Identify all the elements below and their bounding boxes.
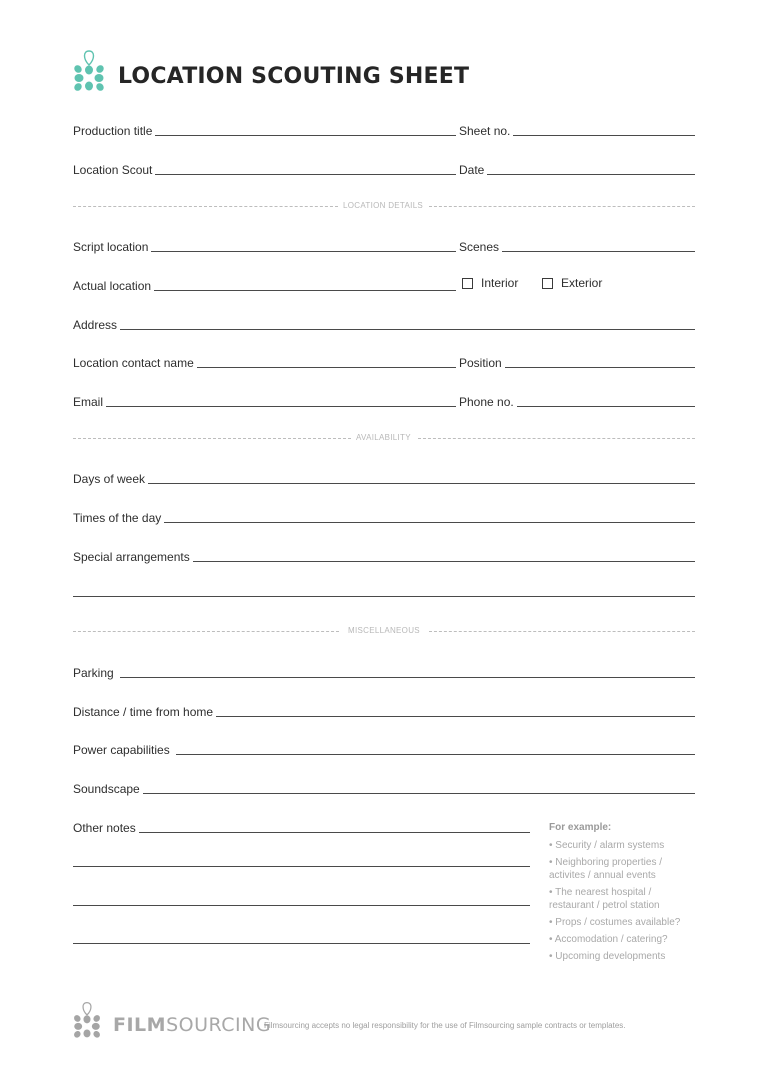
example-item: • Accomodation / catering? [549,934,668,945]
soundscape-label: Soundscape [73,782,140,796]
soundscape-line[interactable] [143,793,695,794]
date-line[interactable] [487,174,695,175]
interior-checkbox[interactable] [462,278,473,289]
location-contact-name-field[interactable] [73,350,456,370]
footer-brand-bold: FILM [113,1014,167,1036]
date-label: Date [459,163,485,177]
section-label-location-details: LOCATION DETAILS [343,201,424,210]
example-item: • Neighboring properties / activites / annual events [549,857,663,881]
special-arrangements-label: Special arrangements [73,550,190,564]
scenes-line[interactable] [502,251,695,252]
address-line[interactable] [120,329,695,330]
position-line[interactable] [505,367,695,368]
parking-label: Parking [73,666,114,680]
phone-no-field[interactable] [459,389,695,409]
example-item: • The nearest hospital / restaurant / petrol station [549,887,660,911]
actual-location-field[interactable] [73,273,456,293]
location-contact-name-label: Location contact name [73,356,194,370]
location-scout-label: Location Scout [73,163,153,177]
sheet-no-line[interactable] [513,135,695,136]
exterior-label: Exterior [561,276,603,290]
section-label-miscellaneous: MISCELLANEOUS [348,626,420,635]
example-item: • Security / alarm systems [549,840,665,851]
special-arrangements-field[interactable] [73,544,695,564]
script-location-label: Script location [73,240,149,254]
scenes-label: Scenes [459,240,500,254]
power-capabilities-field[interactable] [73,737,695,757]
distance-field[interactable] [73,699,695,719]
times-of-day-label: Times of the day [73,511,162,525]
days-of-week-label: Days of week [73,472,146,486]
distance-label: Distance / time from home [73,705,214,719]
email-label: Email [73,395,104,409]
production-title-label: Production title [73,124,153,138]
location-contact-name-line[interactable] [197,367,456,368]
parking-field[interactable] [73,660,695,680]
days-of-week-field[interactable] [73,466,695,486]
script-location-line[interactable] [151,251,456,252]
examples-box [549,822,699,967]
special-arrangements-line[interactable] [193,561,695,562]
example-item: • Props / costumes available? [549,917,681,928]
sheet-no-field[interactable] [459,118,695,138]
times-of-day-field[interactable] [73,505,695,525]
days-of-week-line[interactable] [148,483,695,484]
phone-no-line[interactable] [517,406,695,407]
script-location-field[interactable] [73,234,456,254]
email-field[interactable] [73,389,456,409]
special-arrangements-line-2[interactable] [73,596,695,597]
filmsourcing-logo-icon [70,48,108,103]
page-title: LOCATION SCOUTING SHEET [118,64,470,89]
footer-logo-icon [70,1000,104,1049]
other-notes-field[interactable] [73,815,530,835]
section-label-availability: AVAILABILITY [356,433,411,442]
examples-title: For example: [549,822,612,833]
interior-checkbox-option[interactable] [462,276,518,290]
other-notes-line[interactable] [139,832,530,833]
other-notes-line-3[interactable] [73,905,530,906]
power-capabilities-label: Power capabilities [73,743,170,757]
location-scout-field[interactable] [73,157,456,177]
location-scout-line[interactable] [155,174,456,175]
section-divider-miscellaneous [73,626,695,636]
power-capabilities-line[interactable] [176,754,695,755]
other-notes-line-2[interactable] [73,866,530,867]
parking-line[interactable] [120,677,695,678]
exterior-checkbox-option[interactable] [542,276,602,290]
exterior-checkbox[interactable] [542,278,553,289]
other-notes-label: Other notes [73,821,136,835]
section-divider-availability [73,433,695,443]
section-divider-location-details [73,201,695,211]
production-title-field[interactable] [73,118,456,138]
other-notes-line-4[interactable] [73,943,530,944]
position-label: Position [459,356,502,370]
soundscape-field[interactable] [73,776,695,796]
footer-brand [113,1014,271,1036]
times-of-day-line[interactable] [164,522,695,523]
example-item: • Upcoming developments [549,951,666,962]
production-title-line[interactable] [155,135,456,136]
scenes-field[interactable] [459,234,695,254]
position-field[interactable] [459,350,695,370]
phone-no-label: Phone no. [459,395,514,409]
address-field[interactable] [73,312,695,332]
footer-brand-light: SOURCING [166,1014,272,1036]
interior-label: Interior [481,276,519,290]
email-line[interactable] [106,406,456,407]
footer-disclaimer: Filmsourcing accepts no legal responsibility for the use of Filmsourcing sample contracts or templates. [264,1021,626,1030]
date-field[interactable] [459,157,695,177]
actual-location-line[interactable] [154,290,456,291]
distance-line[interactable] [216,716,695,717]
actual-location-label: Actual location [73,279,152,293]
sheet-no-label: Sheet no. [459,124,511,138]
address-label: Address [73,318,118,332]
